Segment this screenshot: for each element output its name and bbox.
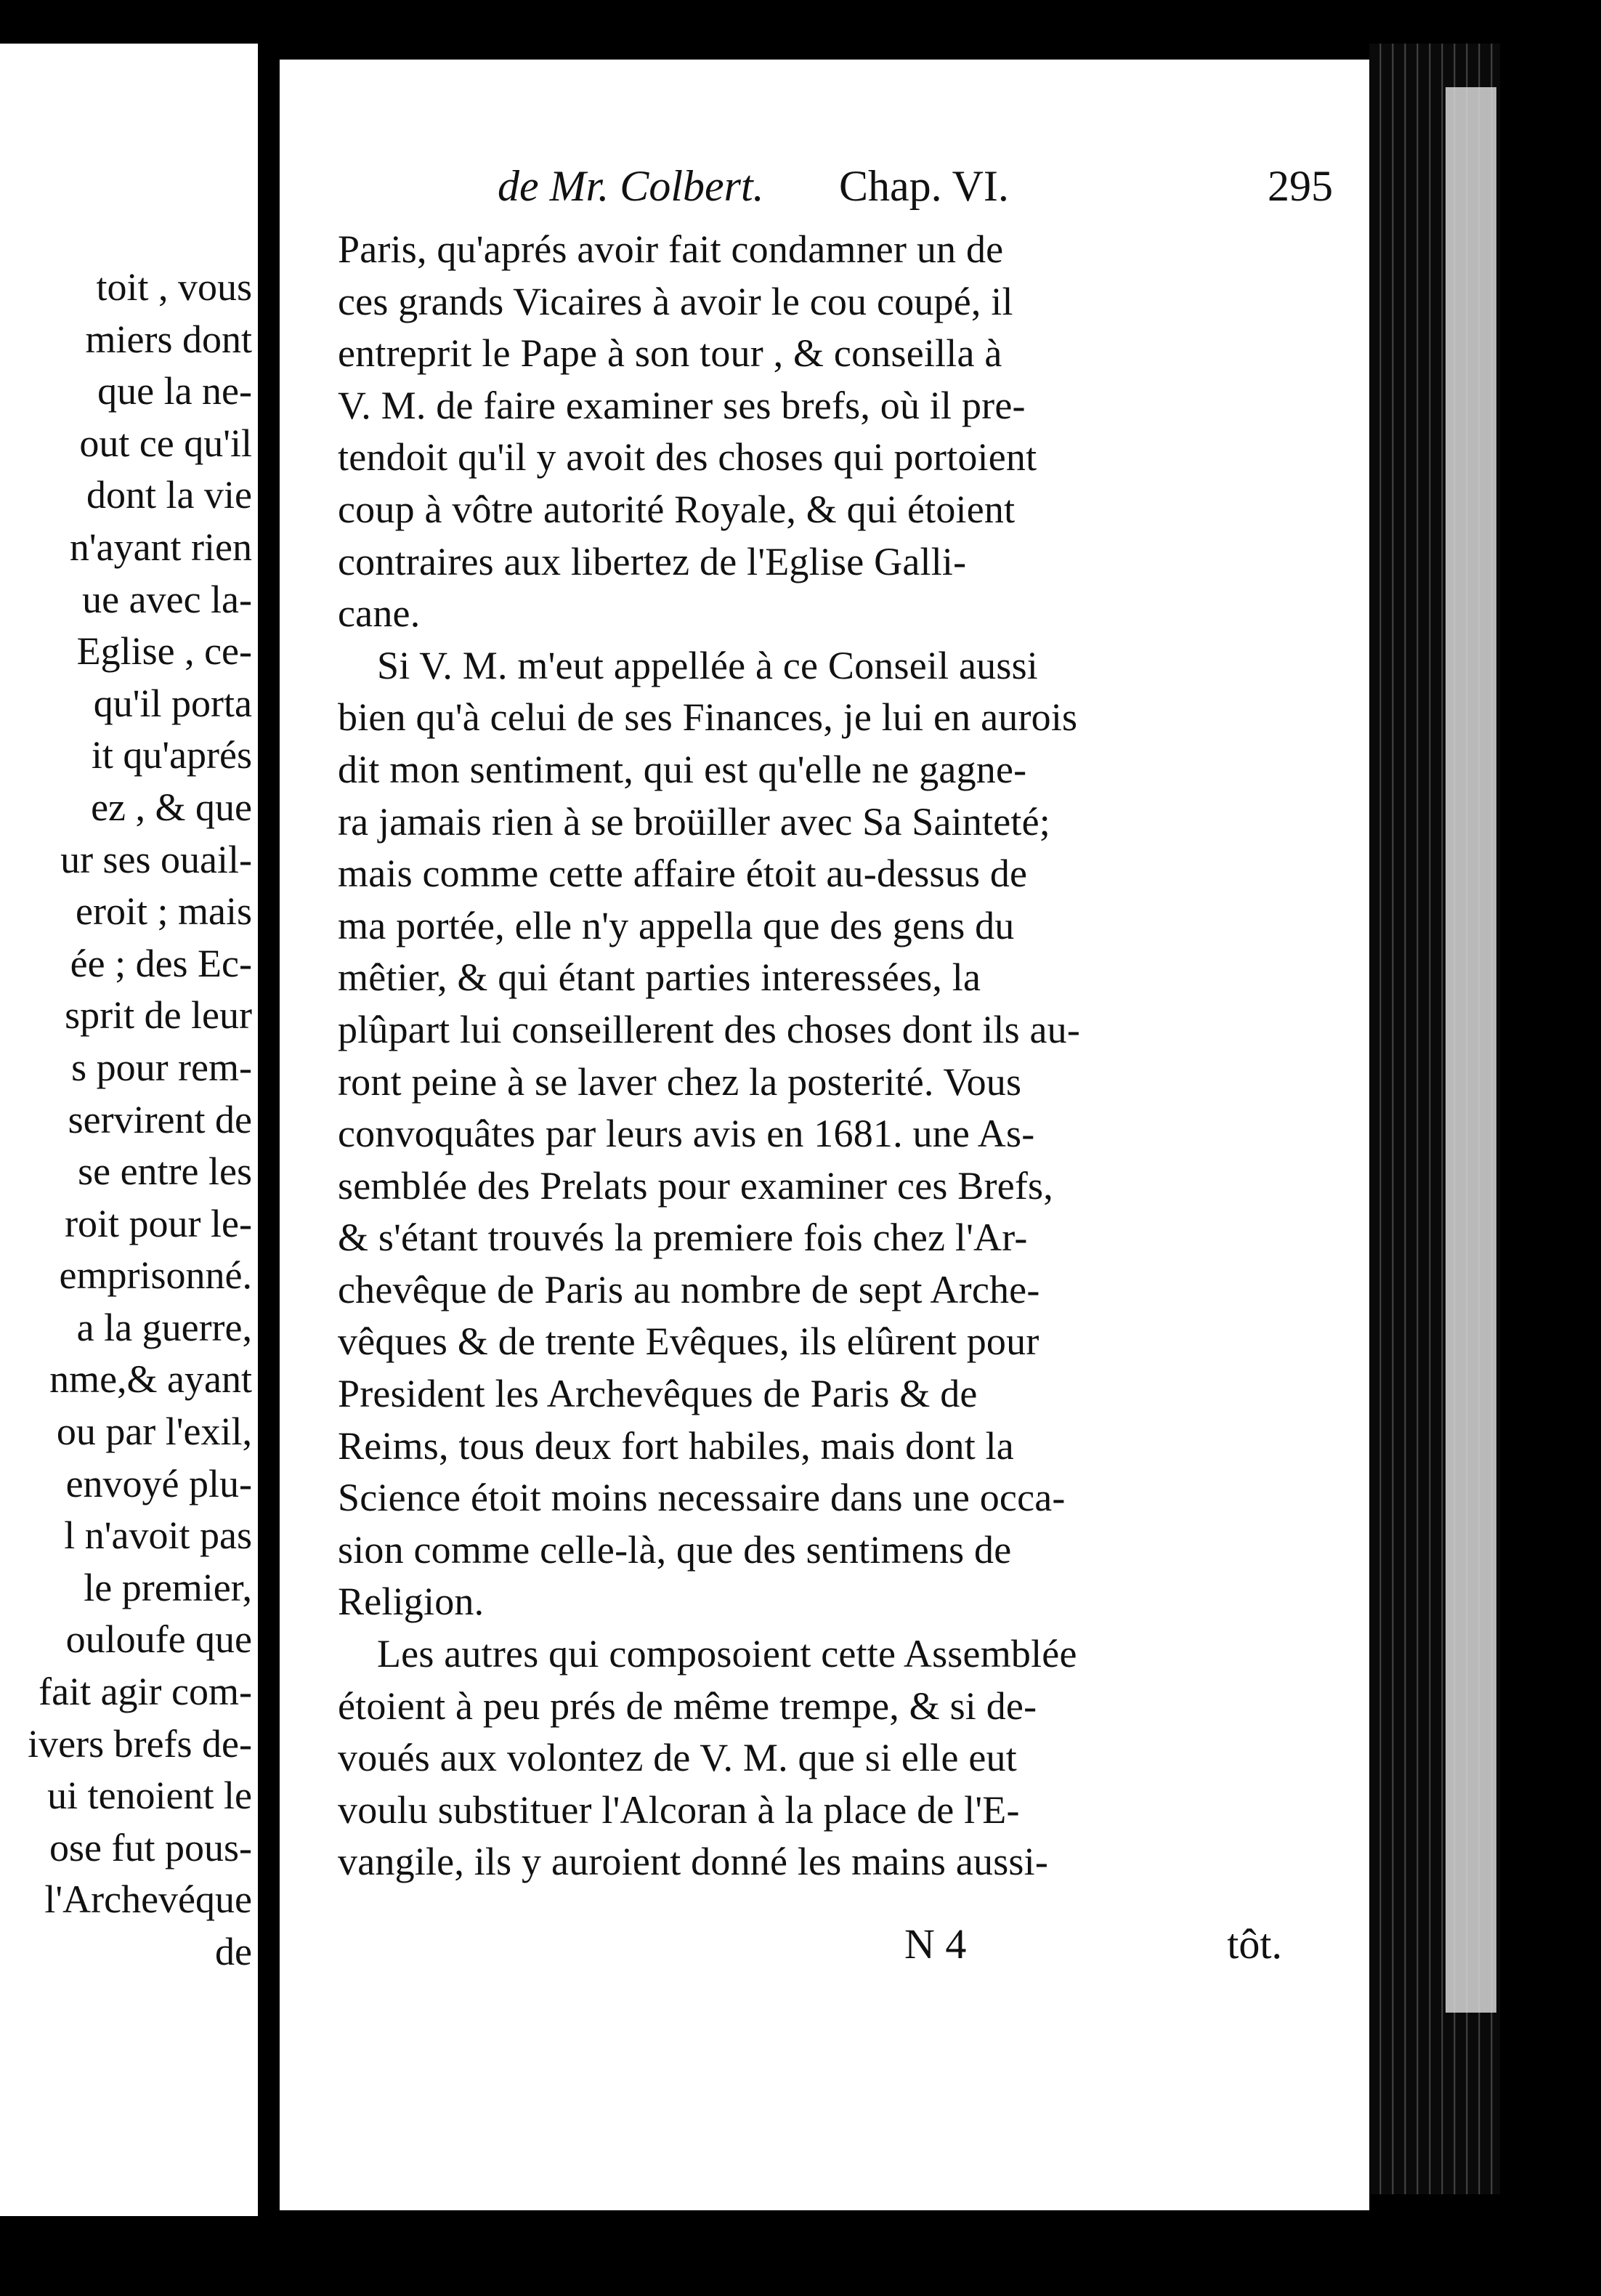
body-text-line: ces grands Vicaires à avoir le cou coupé, il (338, 279, 1013, 323)
body-text-line: plûpart lui conseillerent des choses dont ils au- (338, 1007, 1081, 1051)
page-edge-highlight (1446, 87, 1496, 2013)
body-text-line: convoquâtes par leurs avis en 1681. une As- (338, 1112, 1035, 1156)
body-text-line: voulu substituer l'Alcoran à la place de l'E- (338, 1787, 1020, 1832)
body-text-line: semblée des Prelats pour examiner ces Brefs, (338, 1163, 1053, 1208)
body-text-line: ront peine à se laver chez la posterité. Vous (338, 1059, 1022, 1104)
page-number: 295 (1268, 162, 1333, 210)
left-page-line: ue avec la- (82, 577, 252, 621)
running-head (498, 161, 1333, 219)
body-text-line: ma portée, elle n'y appella que des gens du (338, 903, 1015, 947)
body-text-line: mêtier, & qui étant parties interessées, la (338, 955, 981, 1000)
left-page-line: l'Archevéque (44, 1877, 252, 1922)
body-text-line: contraires aux libertez de l'Eglise Galli- (338, 539, 967, 583)
left-page-line: Eglise , ce- (76, 629, 252, 674)
left-page-text (0, 262, 252, 1978)
catchword: tôt. (1227, 1920, 1282, 1968)
left-page-line: ose fut pous- (49, 1825, 252, 1869)
body-text-line: Paris, qu'aprés avoir fait condamner un de (338, 227, 1004, 271)
body-text-line: tendoit qu'il y avoit des choses qui portoient (338, 435, 1037, 480)
running-head-chapter: Chap. VI. (839, 162, 1009, 210)
left-page-line: dont la vie (86, 473, 252, 517)
book-gutter (258, 29, 280, 2238)
left-page-line: ur ses ouail- (60, 837, 252, 881)
left-page-line: ez , & que (91, 785, 252, 829)
body-text-line: mais comme cette affaire étoit au-dessus de (338, 852, 1028, 896)
body-text-line: vangile, ils y auroient donné les mains aussi- (338, 1840, 1049, 1884)
running-head-title: de Mr. Colbert. (498, 162, 764, 210)
body-text-line: voués aux volontez de V. M. que si elle eut (338, 1736, 1017, 1780)
left-facing-page (0, 44, 258, 2216)
body-text-line: Les autres qui composoient cette Assemblée (377, 1632, 1077, 1676)
left-page-line: emprisonné. (59, 1253, 252, 1298)
left-page-line: it qu'aprés (91, 733, 252, 777)
body-text-line: bien qu'à celui de ses Finances, je lui en aurois (338, 695, 1078, 740)
left-page-line: envoyé plu- (65, 1461, 252, 1505)
left-page-line: ouloufe que (65, 1617, 252, 1662)
body-text-line: Reims, tous deux fort habiles, mais dont la (338, 1423, 1014, 1468)
left-page-line: servirent de (68, 1097, 252, 1141)
body-text-line: entreprit le Pape à son tour , & conseilla à (338, 331, 1002, 376)
page-body-text (338, 224, 1282, 1888)
body-text-line: Si V. M. m'eut appellée à ce Conseil aussi (377, 643, 1038, 687)
body-text-line: vêques & de trente Evêques, ils elûrent pour (338, 1319, 1039, 1364)
left-page-line: ui tenoient le (47, 1774, 252, 1818)
left-page-line: nme,& ayant (49, 1357, 252, 1402)
left-page-line: a la guerre, (76, 1305, 252, 1349)
left-page-line: qu'il porta (93, 681, 252, 725)
left-page-line: que la ne- (97, 369, 252, 413)
body-text-line: étoient à peu prés de même trempe, & si de- (338, 1683, 1037, 1728)
body-text-line: sion comme celle-là, que des sentimens de (338, 1527, 1012, 1572)
left-page-line: ivers brefs de- (28, 1721, 252, 1766)
body-text-line: ra jamais rien à se broüiller avec Sa Sainteté; (338, 799, 1051, 844)
left-page-line: roit pour le- (65, 1201, 252, 1245)
body-text-line: President les Archevêques de Paris & de (338, 1372, 978, 1416)
printer-signature-mark: N 4 (904, 1920, 967, 1968)
left-page-line: s pour rem- (71, 1045, 252, 1089)
left-page-line: miers dont (85, 317, 252, 361)
right-page (280, 60, 1369, 2210)
body-text-line: coup à vôtre autorité Royale, & qui étoient (338, 487, 1016, 531)
left-page-line: se entre les (78, 1149, 252, 1194)
body-text-line: dit mon sentiment, qui est qu'elle ne gagne- (338, 747, 1027, 791)
page-footer (338, 1920, 1282, 1978)
left-page-line: de (215, 1930, 252, 1973)
left-page-line: eroit ; mais (76, 889, 252, 934)
left-page-line: out ce qu'il (79, 421, 252, 465)
body-text-line: Religion. (338, 1580, 485, 1624)
body-text-line: cane. (338, 591, 421, 636)
left-page-line: l n'avoit pas (64, 1513, 252, 1558)
body-text-line: Science étoit moins necessaire dans une occa- (338, 1476, 1066, 1520)
left-page-line: le premier, (84, 1565, 252, 1609)
body-text-line: V. M. de faire examiner ses brefs, où il pre- (338, 383, 1026, 427)
body-text-line: chevêque de Paris au nombre de sept Arche- (338, 1267, 1040, 1311)
body-text-line: & s'étant trouvés la premiere fois chez l'Ar- (338, 1216, 1028, 1260)
left-page-line: ou par l'exil, (56, 1410, 252, 1454)
left-page-line: sprit de leur (65, 993, 252, 1038)
left-page-line: ée ; des Ec- (70, 941, 252, 985)
left-page-line: fait agir com- (38, 1670, 252, 1714)
left-page-line: n'ayant rien (69, 525, 252, 569)
left-page-line: toit , vous (96, 265, 252, 309)
